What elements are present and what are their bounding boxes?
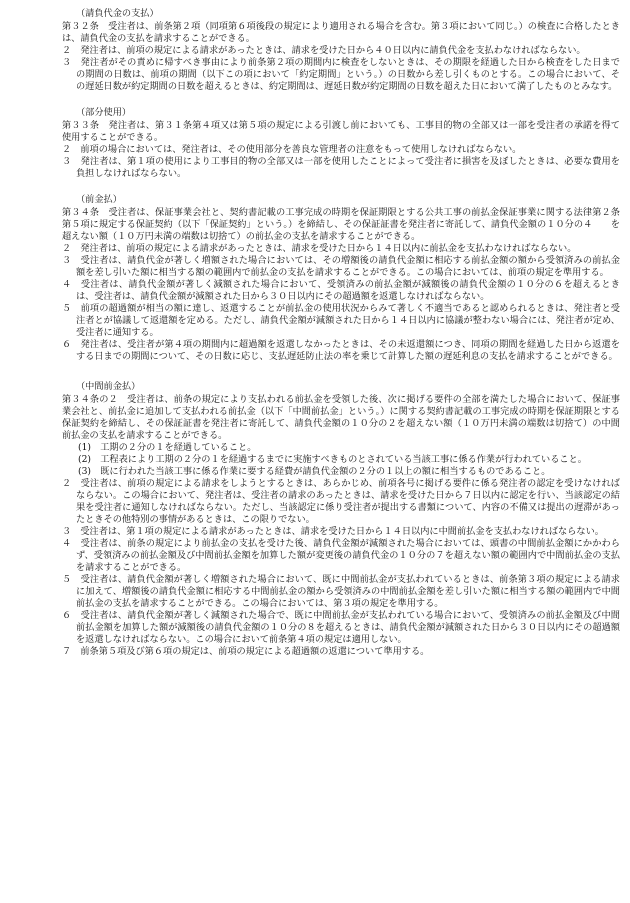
article-paragraph: 第３４条の２ 受注者は、前条の規定により支払われる前払金を受領した後、次に掲げる要件の全部を満たした場合において、保証事業会社と、前払金に追加して支払われる前払金（以下「中間前払金」という。）に関する契約書記載の工事完成の時期を保証期限とする保証契約を締結し、その保証証書を発注者に寄託して、請負代金額の１０分の２を超えない額（１０万円未満の端数は切捨て）の中間前払金の支払を請求することができる。: [62, 394, 620, 441]
article-paragraph: 第３３条 発注者は、第３１条第４項又は第５項の規定による引渡し前においても、工事目的物の全部又は一部を受注者の承諾を得て使用することができる。: [62, 120, 620, 143]
section-heading: （請負代金の支払）: [76, 8, 159, 19]
section-spacer: [62, 93, 620, 107]
article-paragraph: ４ 受注者は、前条の規定により前払金の支払を受けた後、請負代金額が減額された場合においては、頭書の中間前払金額にかかわらず、受領済みの前払金額及び中間前払金額を加算した額が変更後の請負代金の１０分の７を超えない額の範囲内で中間前払金の支払を請求することができる。: [62, 538, 620, 573]
article-paragraph: 第３４条 受注者は、保証事業会社と、契約書記載の工事完成の時期を保証期限とする公共工事の前払金保証事業に関する法律第２条第５項に規定する保証契約（以下「保証契約」という。）を締結し、その保証証書を発注者に寄託して、請負代金額の１０分の４ を超えない額（１０万円未満の端数は切捨て）の前払金の支払を請求することができる。: [62, 207, 620, 242]
article-paragraph: ３ 受注者は、請負代金が著しく増額された場合においては、その増額後の請負代金額に相応する前払金額の額から受領済みの前払金額を差し引いた額に相当する額の範囲内で前払金の支払を請求することができる。この場合においては、前項の規定を準用する。: [62, 255, 620, 278]
section-spacer: [62, 180, 620, 194]
article-paragraph: ３ 受注者は、第１項の規定による請求があったときは、請求を受けた日から１４日以内に中間前払金を支払わなければならない。: [62, 526, 604, 537]
article-paragraph: ６ 発注者は、受注者が第４項の期間内に超過額を返還しなかったときは、その未返還額につき、同項の期間を経過した日から返還をする日までの期間について、その日数に応じ、支払遅延防止法の率を乗じて計算した額の遅延利息の支払を請求することができる。: [62, 339, 620, 362]
article-paragraph: ４ 受注者は、請負代金額が著しく減額された場合において、受領済みの前払金額が減額後の請負代金額の１０分の６を超えるときは、受注者は、請負代金額が減額された日から３０日以内にその超過額を返還しなければならない。: [62, 279, 620, 302]
article-paragraph: ５ 受注者は、請負代金額が著しく増額された場合において、既に中間前払金が支払われているときは、前条第３項の規定による請求に加えて、増額後の請負代金額に相応する中間前払金の額から受領済みの中間前払金額を差し引いた額に相当する額の範囲内で中間前払金の支払を請求することができる。この場合においては、第３項の規定を準用する。: [62, 574, 620, 609]
requirement-item: (2) 工程表により工期の２分の１を経過するまでに実施すべきものとされている当該工事に係る作業が行われていること。: [78, 454, 587, 465]
article-paragraph: 第３２条 受注者は、前条第２項（同項第６項後段の規定により適用される場合を含む。第３項において同じ。）の検査に合格したときは、請負代金の支払を請求することができる。: [62, 21, 620, 44]
article-paragraph: ２ 前項の場合においては、発注者は、その使用部分を善良な管理者の注意をもって使用しなければならない。: [62, 144, 522, 155]
article-paragraph: ７ 前条第５項及び第６項の規定は、前項の規定による超過額の返還について準用する。: [62, 646, 430, 657]
requirement-item: (3) 既に行われた当該工事に係る作業に要する経費が請負代金額の２分の１以上の額に相当するものであること。: [78, 466, 551, 477]
section-spacer: [62, 363, 620, 381]
article-paragraph: ５ 前項の超過額が相当の額に達し、返還することが前払金の使用状況からみて著しく不適当であると認められるときは、発注者と受注者とが協議して返還額を定める。ただし、請負代金額が減額された日から１４日以内に協議が整わない場合には、発注者が定め、受注者に通知する。: [62, 303, 620, 338]
section-heading: （部分使用）: [76, 107, 132, 118]
section-heading: （前金払）: [76, 194, 122, 205]
section-advance-payment: [62, 194, 620, 363]
article-paragraph: ２ 発注者は、前項の規定による請求があったときは、請求を受けた日から１４日以内に前払金を支払わなければならない。: [62, 243, 577, 254]
article-paragraph: ６ 受注者は、請負代金額が著しく減額された場合で、既に中間前払金が支払われている場合において、受領済みの前払金額及び中間前払金額を加算した額が減額後の請負代金額の１０分の８を超えるときは、請負代金額が減額された日から３０日以内にその超過額を返還しなければならない。この場合において前条第４項の規定は適用しない。: [62, 610, 620, 645]
section-intermediate-advance: [62, 381, 620, 658]
article-paragraph: ２ 受注者は、前項の規定による請求をしようとするときは、あらかじめ、前項各号に掲げる要件に係る発注者の認定を受けなければならない。この場合において、発注者は、受注者の請求のあったときは、請求を受けた日から７日以内に認定を行い、当該認定の結果を受注者に通知しなければならない。ただし、当該認定に係り受注者が提出する書類について、内容の不備又は提出の遅滞があったときその他特別の事情があるときは、この限りでない。: [62, 478, 620, 525]
requirement-item: (1) 工期の２分の１を経過していること。: [78, 442, 257, 453]
section-partial-use: [62, 107, 620, 180]
article-paragraph: ３ 発注者は、第１項の使用により工事目的物の全部又は一部を使用したことによって受注者に損害を及ぼしたときは、必要な費用を負担しなければならない。: [62, 156, 620, 179]
section-heading: （中間前金払）: [76, 381, 141, 392]
article-paragraph: ３ 発注者がその責めに帰すべき事由により前条第２項の期間内に検査をしないときは、その期限を経過した日から検査をした日までの期間の日数は、前項の期間（以下この項において「約定期間」という。）の日数から差し引くものとする。この場合において、その遅延日数が約定期間の日数を超えるときは、約定期間は、遅延日数が約定期間の日数を超えた日において満了したものとみなす。: [62, 57, 620, 92]
section-payment: [62, 8, 620, 93]
article-paragraph: ２ 発注者は、前項の規定による請求があったときは、請求を受けた日から４０日以内に請負代金を支払わなければならない。: [62, 45, 586, 56]
